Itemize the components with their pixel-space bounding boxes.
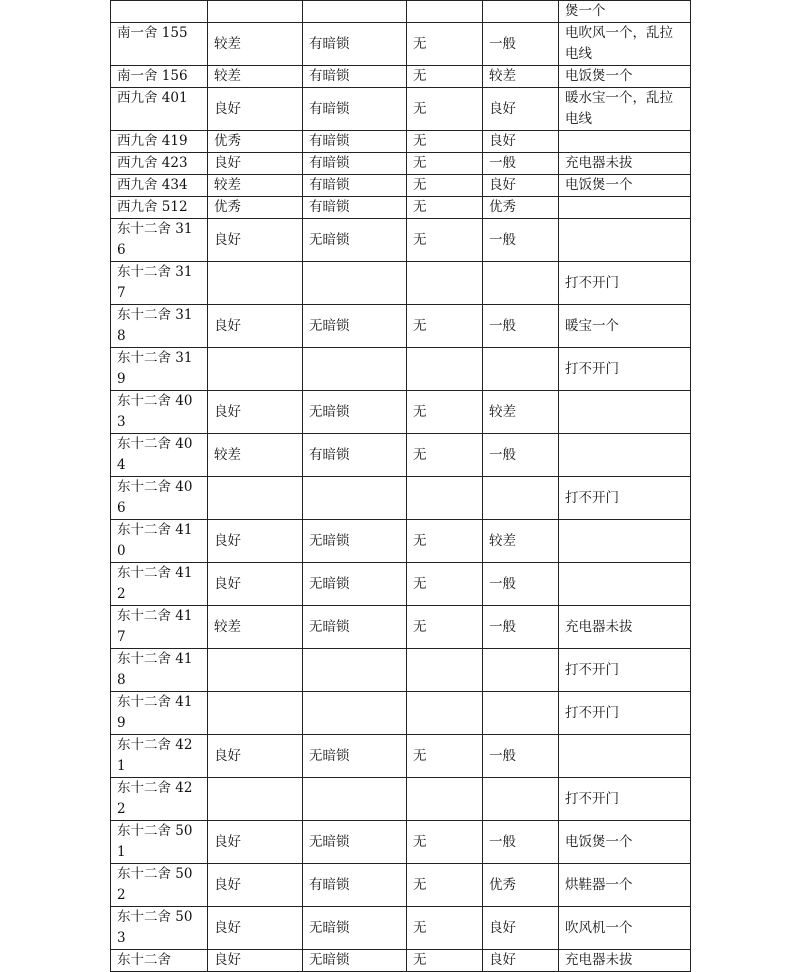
table-row — [111, 197, 691, 219]
note-cell: 烘鞋器一个 — [559, 864, 691, 907]
table-row — [111, 606, 691, 649]
room-cell: 东十二舍 503 — [111, 907, 208, 950]
hygiene-cell: 良好 — [208, 735, 303, 778]
note-cell: 暖宝一个 — [559, 305, 691, 348]
violation-cell: 无 — [407, 821, 483, 864]
note-cell: 电饭煲一个 — [559, 821, 691, 864]
dorm-inspection-table — [110, 0, 691, 972]
hygiene-cell — [208, 649, 303, 692]
hygiene-cell: 较差 — [208, 175, 303, 197]
lock-cell: 有暗锁 — [303, 197, 407, 219]
lock-cell — [303, 649, 407, 692]
table-row — [111, 219, 691, 262]
hygiene-cell: 优秀 — [208, 197, 303, 219]
table-row — [111, 348, 691, 391]
order-cell: 良好 — [483, 175, 559, 197]
note-cell — [559, 735, 691, 778]
hygiene-cell: 良好 — [208, 821, 303, 864]
table-row — [111, 692, 691, 735]
violation-cell: 无 — [407, 907, 483, 950]
order-cell: 良好 — [483, 88, 559, 131]
room-cell — [111, 1, 208, 23]
lock-cell: 有暗锁 — [303, 88, 407, 131]
violation-cell: 无 — [407, 153, 483, 175]
room-cell: 东十二舍 316 — [111, 219, 208, 262]
table-row — [111, 66, 691, 88]
note-cell: 充电器未拔 — [559, 606, 691, 649]
violation-cell: 无 — [407, 175, 483, 197]
table-row — [111, 950, 691, 972]
order-cell: 一般 — [483, 606, 559, 649]
note-cell: 打不开门 — [559, 348, 691, 391]
hygiene-cell: 良好 — [208, 153, 303, 175]
room-cell: 东十二舍 422 — [111, 778, 208, 821]
table-row — [111, 131, 691, 153]
note-cell: 打不开门 — [559, 477, 691, 520]
hygiene-cell: 较差 — [208, 434, 303, 477]
order-cell: 优秀 — [483, 864, 559, 907]
room-cell: 东十二舍 319 — [111, 348, 208, 391]
table-row — [111, 175, 691, 197]
lock-cell: 有暗锁 — [303, 864, 407, 907]
lock-cell: 有暗锁 — [303, 131, 407, 153]
lock-cell: 有暗锁 — [303, 153, 407, 175]
table-row — [111, 778, 691, 821]
hygiene-cell — [208, 477, 303, 520]
table-row — [111, 907, 691, 950]
violation-cell: 无 — [407, 88, 483, 131]
violation-cell — [407, 692, 483, 735]
table-row — [111, 735, 691, 778]
violation-cell: 无 — [407, 219, 483, 262]
order-cell: 一般 — [483, 434, 559, 477]
hygiene-cell: 良好 — [208, 864, 303, 907]
note-cell: 充电器未拔 — [559, 153, 691, 175]
order-cell: 一般 — [483, 305, 559, 348]
order-cell — [483, 348, 559, 391]
room-cell: 东十二舍 317 — [111, 262, 208, 305]
note-cell — [559, 391, 691, 434]
hygiene-cell: 良好 — [208, 520, 303, 563]
order-cell: 一般 — [483, 563, 559, 606]
lock-cell: 无暗锁 — [303, 735, 407, 778]
room-cell: 东十二舍 412 — [111, 563, 208, 606]
note-cell — [559, 434, 691, 477]
violation-cell — [407, 262, 483, 305]
order-cell: 一般 — [483, 153, 559, 175]
note-cell: 暖水宝一个，乱拉电线 — [559, 88, 691, 131]
note-cell: 电饭煲一个 — [559, 66, 691, 88]
note-cell: 打不开门 — [559, 692, 691, 735]
room-cell: 东十二舍 — [111, 950, 208, 972]
order-cell: 一般 — [483, 735, 559, 778]
room-cell: 西九舍 419 — [111, 131, 208, 153]
hygiene-cell — [208, 348, 303, 391]
lock-cell: 无暗锁 — [303, 907, 407, 950]
order-cell: 一般 — [483, 23, 559, 66]
violation-cell: 无 — [407, 735, 483, 778]
violation-cell: 无 — [407, 950, 483, 972]
violation-cell: 无 — [407, 131, 483, 153]
room-cell: 西九舍 512 — [111, 197, 208, 219]
table-row — [111, 434, 691, 477]
room-cell: 西九舍 401 — [111, 88, 208, 131]
table-row — [111, 391, 691, 434]
inspection-table-page — [110, 0, 690, 972]
note-cell — [559, 131, 691, 153]
hygiene-cell: 良好 — [208, 563, 303, 606]
lock-cell: 有暗锁 — [303, 66, 407, 88]
violation-cell: 无 — [407, 66, 483, 88]
order-cell: 一般 — [483, 821, 559, 864]
lock-cell — [303, 1, 407, 23]
hygiene-cell — [208, 692, 303, 735]
lock-cell: 无暗锁 — [303, 950, 407, 972]
lock-cell — [303, 477, 407, 520]
table-row — [111, 821, 691, 864]
hygiene-cell: 良好 — [208, 305, 303, 348]
table-row — [111, 305, 691, 348]
lock-cell — [303, 778, 407, 821]
note-cell: 电饭煲一个 — [559, 175, 691, 197]
order-cell: 良好 — [483, 950, 559, 972]
room-cell: 东十二舍 501 — [111, 821, 208, 864]
note-cell: 打不开门 — [559, 262, 691, 305]
note-cell: 吹风机一个 — [559, 907, 691, 950]
violation-cell: 无 — [407, 305, 483, 348]
lock-cell — [303, 262, 407, 305]
room-cell: 东十二舍 418 — [111, 649, 208, 692]
hygiene-cell: 优秀 — [208, 131, 303, 153]
hygiene-cell — [208, 778, 303, 821]
hygiene-cell: 良好 — [208, 219, 303, 262]
table-row — [111, 1, 691, 23]
room-cell: 东十二舍 406 — [111, 477, 208, 520]
note-cell — [559, 219, 691, 262]
lock-cell: 无暗锁 — [303, 606, 407, 649]
note-cell: 打不开门 — [559, 649, 691, 692]
violation-cell — [407, 1, 483, 23]
violation-cell — [407, 778, 483, 821]
note-cell: 煲一个 — [559, 1, 691, 23]
room-cell: 东十二舍 421 — [111, 735, 208, 778]
violation-cell: 无 — [407, 606, 483, 649]
table-row — [111, 153, 691, 175]
hygiene-cell: 良好 — [208, 391, 303, 434]
violation-cell — [407, 649, 483, 692]
violation-cell — [407, 477, 483, 520]
order-cell: 优秀 — [483, 197, 559, 219]
violation-cell: 无 — [407, 563, 483, 606]
hygiene-cell: 较差 — [208, 606, 303, 649]
lock-cell: 有暗锁 — [303, 175, 407, 197]
order-cell — [483, 778, 559, 821]
table-row — [111, 864, 691, 907]
room-cell: 东十二舍 502 — [111, 864, 208, 907]
room-cell: 南一舍 155 — [111, 23, 208, 66]
violation-cell: 无 — [407, 864, 483, 907]
lock-cell: 无暗锁 — [303, 563, 407, 606]
note-cell — [559, 520, 691, 563]
table-row — [111, 88, 691, 131]
order-cell — [483, 477, 559, 520]
lock-cell: 有暗锁 — [303, 23, 407, 66]
violation-cell: 无 — [407, 23, 483, 66]
order-cell — [483, 692, 559, 735]
note-cell — [559, 197, 691, 219]
lock-cell: 无暗锁 — [303, 821, 407, 864]
note-cell: 打不开门 — [559, 778, 691, 821]
order-cell: 良好 — [483, 907, 559, 950]
lock-cell: 无暗锁 — [303, 520, 407, 563]
order-cell — [483, 1, 559, 23]
note-cell: 电吹风一个，乱拉电线 — [559, 23, 691, 66]
room-cell: 西九舍 423 — [111, 153, 208, 175]
table-row — [111, 23, 691, 66]
room-cell: 东十二舍 403 — [111, 391, 208, 434]
room-cell: 东十二舍 410 — [111, 520, 208, 563]
table-row — [111, 563, 691, 606]
violation-cell: 无 — [407, 197, 483, 219]
order-cell: 较差 — [483, 391, 559, 434]
lock-cell — [303, 348, 407, 391]
order-cell: 良好 — [483, 131, 559, 153]
violation-cell: 无 — [407, 391, 483, 434]
hygiene-cell — [208, 262, 303, 305]
lock-cell — [303, 692, 407, 735]
table-row — [111, 520, 691, 563]
note-cell — [559, 563, 691, 606]
lock-cell: 无暗锁 — [303, 391, 407, 434]
room-cell: 东十二舍 404 — [111, 434, 208, 477]
lock-cell: 无暗锁 — [303, 305, 407, 348]
table-row — [111, 262, 691, 305]
hygiene-cell: 较差 — [208, 23, 303, 66]
violation-cell: 无 — [407, 520, 483, 563]
room-cell: 东十二舍 417 — [111, 606, 208, 649]
violation-cell — [407, 348, 483, 391]
order-cell: 较差 — [483, 520, 559, 563]
hygiene-cell: 良好 — [208, 88, 303, 131]
order-cell: 较差 — [483, 66, 559, 88]
hygiene-cell: 良好 — [208, 950, 303, 972]
hygiene-cell: 良好 — [208, 907, 303, 950]
table-row — [111, 477, 691, 520]
lock-cell: 无暗锁 — [303, 219, 407, 262]
order-cell: 一般 — [483, 219, 559, 262]
order-cell — [483, 262, 559, 305]
room-cell: 东十二舍 419 — [111, 692, 208, 735]
violation-cell: 无 — [407, 434, 483, 477]
lock-cell: 有暗锁 — [303, 434, 407, 477]
table-row — [111, 649, 691, 692]
room-cell: 南一舍 156 — [111, 66, 208, 88]
hygiene-cell — [208, 1, 303, 23]
hygiene-cell: 较差 — [208, 66, 303, 88]
order-cell — [483, 649, 559, 692]
note-cell: 充电器未拔 — [559, 950, 691, 972]
room-cell: 西九舍 434 — [111, 175, 208, 197]
room-cell: 东十二舍 318 — [111, 305, 208, 348]
